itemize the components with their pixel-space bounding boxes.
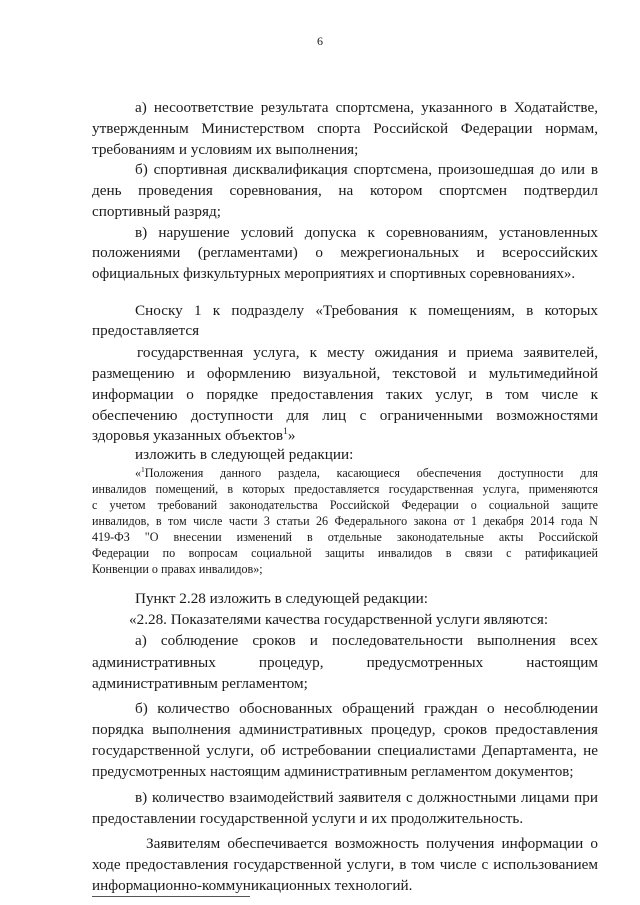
text-line: требованиям и условиям их выполнения;	[92, 141, 359, 158]
text-line: утвержденным Министерством спорта Российской Федерации нормам,	[92, 120, 598, 137]
text-line: информации о порядке предоставления таких услуг, в том числе к	[92, 386, 598, 403]
text-line: день проведения соревнования, на котором спортсмен подтвердил	[92, 182, 598, 199]
text-line: Пункт 2.28 изложить в следующей редакции:	[135, 590, 429, 607]
text-span: здоровья указанных объектов	[92, 427, 284, 444]
quote-line: с учетом требований законодательства Российской Федерации о социальной защите	[92, 498, 598, 512]
text-line: Сноску 1 к подразделу «Требования к помещениям, в которых	[135, 302, 598, 319]
text-line: Заявителям обеспечивается возможность получения информации о	[146, 835, 598, 852]
text-line: ходе предоставления государственной услуги, в том числе с использованием	[92, 856, 598, 873]
text-line: информационно-коммуникационных технологий.	[92, 877, 413, 894]
text-line	[92, 427, 295, 445]
text-line: предусмотренных настоящим административным регламентом документов;	[92, 764, 574, 780]
text-line: предоставлении государственной услуги и их продолжительность.	[92, 810, 524, 827]
page-number: 6	[317, 34, 323, 48]
text-line: размещению и оформлению визуальной, текстовой и мультимедийной	[92, 365, 598, 382]
footnote-mark: 1	[283, 426, 288, 437]
text-line: положениями (регламентами) о межрегиональных и всероссийских	[92, 244, 598, 261]
text-span: Положения данного раздела, касающиеся обеспечения доступности для	[144, 466, 598, 480]
quote-line	[135, 466, 598, 480]
text-line: спортивный разряд;	[92, 203, 221, 220]
text-line: государственная услуга, к месту ожидания и приема заявителей,	[137, 344, 598, 361]
text-line: изложить в следующей редакции:	[135, 446, 354, 463]
text-line: «2.28. Показателями качества государственной услуги являются:	[129, 611, 549, 628]
text-line: предоставляется	[92, 322, 200, 339]
text-line: административных процедур, предусмотренных настоящим	[92, 654, 598, 671]
text-line: обеспечению доступности для лиц с ограниченными возможностями	[92, 407, 598, 424]
quote-line: Федерации по вопросам социальной защиты инвалидов в связи с ратификацией	[92, 546, 598, 560]
quote-line: инвалидов помещений, в которых предоставляется государственная услуга, применяются	[92, 482, 598, 496]
text-line: административным регламентом;	[92, 675, 308, 692]
text-span: «	[135, 466, 142, 480]
text-line: государственной услуги, об истребовании специалистами Департамента, не	[92, 742, 598, 759]
footnote-mark: 1	[141, 464, 145, 474]
text-line: порядка выполнения административных процедур, сроков предоставления	[92, 721, 598, 738]
text-line: в) количество взаимодействий заявителя с должностными лицами при	[135, 789, 598, 806]
text-line: б) спортивная дисквалификация спортсмена, произошедшая до или в	[135, 161, 598, 178]
text-line: б) количество обоснованных обращений граждан о несоблюдении	[135, 700, 598, 717]
text-line: а) несоответствие результата спортсмена, указанного в Ходатайстве,	[135, 99, 598, 116]
text-line: официальных физкультурных мероприятиях и спортивных соревнованиях».	[92, 266, 576, 282]
text-line: а) соблюдение сроков и последовательности выполнения всех	[135, 632, 598, 649]
quote-line: Конвенции о правах инвалидов»;	[92, 562, 263, 576]
footnote-divider	[92, 896, 250, 897]
quote-line: 419-ФЗ "О внесении изменений в отдельные законодательные акты Российской	[92, 530, 598, 544]
quote-line: инвалидов, в том числе части 3 статьи 26 Федерального закона от 1 декабря 2014 года N	[92, 514, 598, 528]
text-span: »	[287, 427, 296, 444]
text-line: в) нарушение условий допуска к соревнованиям, установленных	[135, 224, 598, 241]
